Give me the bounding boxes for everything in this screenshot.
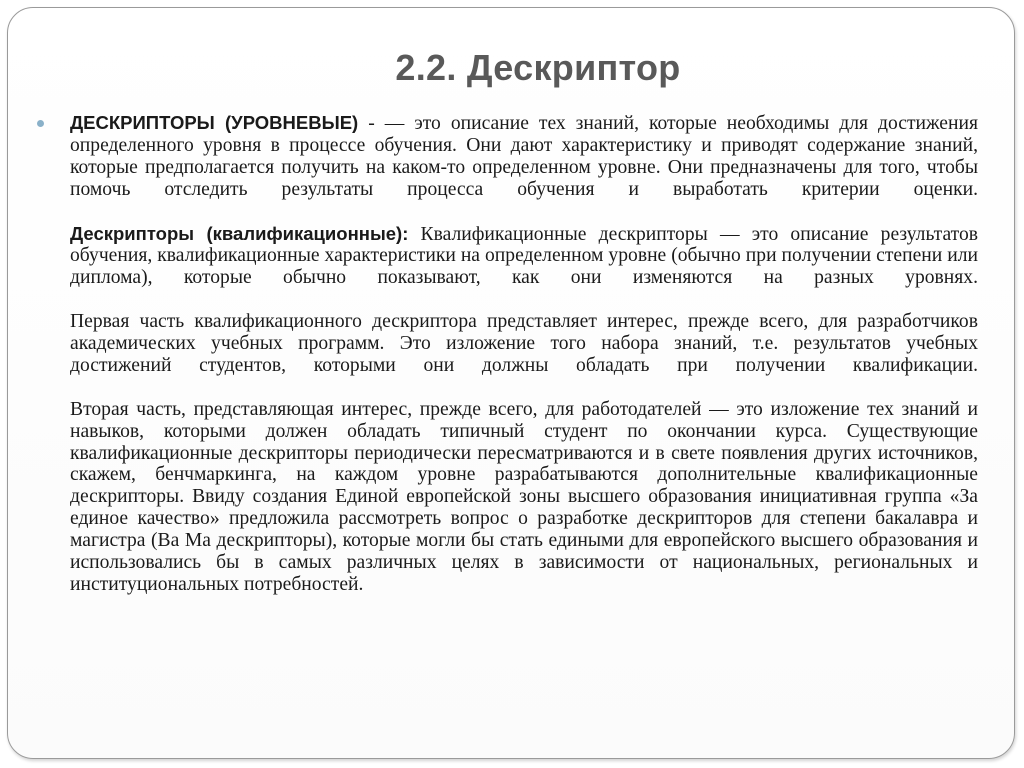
paragraph-levels [70, 112, 978, 201]
paragraph-first-part [70, 311, 978, 377]
paragraph-spacer [70, 289, 978, 311]
paragraph-spacer [70, 201, 978, 223]
paragraph-text: Первая часть квалификационного дескриптора представляет интерес, прежде всего, для разработчиков академических учебных программ. Это изложение того набора знаний, т.е. результатов учебных достижений студентов, которыми они должны обладать при получении квалификации. [70, 311, 978, 376]
bullet-dot-icon [37, 120, 44, 127]
paragraph-lead: ДЕСКРИПТОРЫ (УРОВНЕВЫЕ) [70, 112, 359, 133]
paragraph-spacer [70, 377, 978, 399]
paragraph-text: - — это описание тех знаний, которые необходимы для достижения определенного уровня в процессе обучения. Они дают характеристику и приводят содержание знаний, которые предполагается получить на каком-то определенном уровне. Они предназначены для того, чтобы помочь отследить результаты процесса обучения и выработать критерии оценки. [70, 113, 978, 200]
paragraph-text: Квалификационные дескрипторы — это описание результатов обучения, квалификационные характеристики на определенном уровне (обычно при получении степени или диплома), которые обычно показывают, как они изменяются на разных уровнях. [70, 223, 978, 289]
paragraph-second-part [70, 399, 978, 596]
paragraph-qualifications [70, 223, 978, 290]
slide-title: 2.2. Дескриптор [395, 47, 681, 88]
paragraph-lead: Дескрипторы (квалификационные): [70, 222, 409, 244]
paragraph-text: Вторая часть, представляющая интерес, прежде всего, для работодателей — это изложение тех знаний и навыков, которыми должен обладать типичный студент по окончании курса. Существующие квалификационные дескрипторы периодически пересматриваются и в свете появления других источников, скажем, бенчмаркинга, на каждом уровне разрабатываются дополнительные квалификационные дескрипторы. Ввиду создания Единой европейской зоны высшего образования инициативная группа «За единое качество» предложила рассмотреть вопрос о разработке дескрипторов для степени бакалавра и магистра (Ва Ма дескрипторы), которые могли бы стать едиными для европейского высшего образования и использовались бы в самых различных целях в зависимости от национальных, региональных и институциональных потребностей. [70, 398, 978, 595]
slide-body [70, 112, 978, 596]
